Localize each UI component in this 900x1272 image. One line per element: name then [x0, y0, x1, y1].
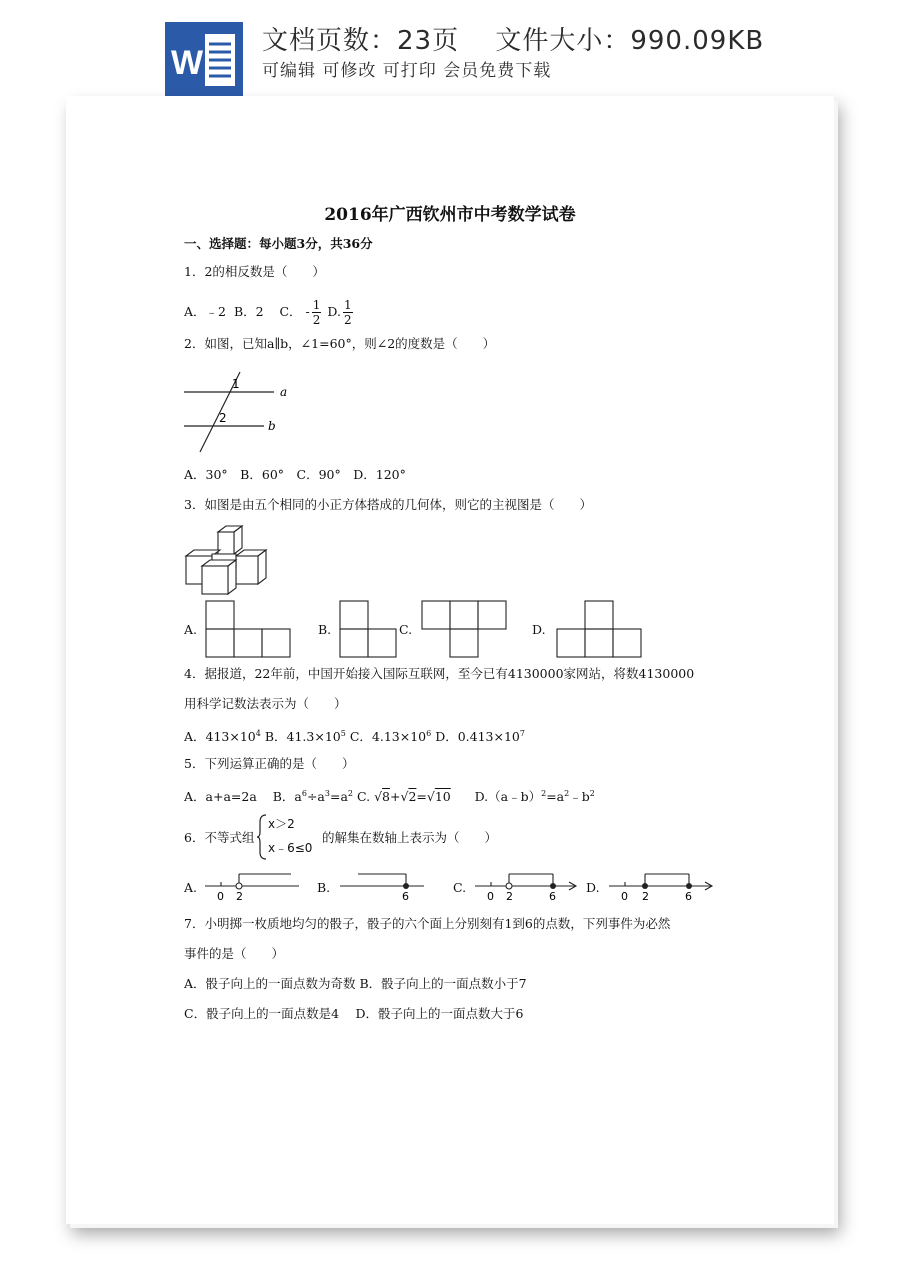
svg-text:a: a	[280, 385, 288, 399]
q1-option-d-fraction: $\frac{1}{2}$	[343, 298, 352, 327]
question-6-pre: 6．不等式组	[184, 830, 255, 845]
q6-option-b-numberline	[338, 872, 428, 904]
cube-stack-figure	[184, 526, 274, 596]
svg-text:6: 6	[402, 890, 409, 903]
document-page	[66, 96, 834, 1224]
file-info-text: 文档页数：23页 文件大小：990.09KB	[262, 26, 765, 56]
q3-option-a-label: A.	[184, 622, 198, 637]
question-1-options	[184, 295, 355, 329]
q3-option-b-label: B.	[318, 622, 332, 637]
svg-text:0: 0	[487, 890, 494, 903]
question-7-stem-line1: 7．小明掷一枚质地均匀的骰子，骰子的六个面上分别刻有1到6的点数，下列事件为必然	[184, 916, 671, 931]
question-7-options-row1: A．骰子向上的一面点数为奇数 B．骰子向上的一面点数小于7	[184, 976, 527, 991]
system-line2: x﹣6≤0	[268, 841, 313, 855]
question-4-stem-line2: 用科学记数法表示为（ ）	[184, 696, 347, 711]
question-7-stem-line2: 事件的是（ ）	[184, 946, 285, 961]
q6-option-c-label: C.	[453, 880, 467, 895]
svg-text:2: 2	[642, 890, 649, 903]
q6-option-d-numberline	[607, 872, 719, 904]
q6-option-d-label: D.	[586, 880, 600, 895]
question-2-stem: 2．如图，已知a∥b，∠1=60°，则∠2的度数是（ ）	[184, 336, 496, 351]
question-3-stem: 3．如图是由五个相同的小正方体搭成的几何体，则它的主视图是（ ）	[184, 497, 592, 512]
q1-option-c: C．	[279, 304, 302, 319]
svg-text:2: 2	[236, 890, 243, 903]
svg-text:W: W	[171, 44, 204, 82]
q3-option-d-label: D.	[532, 622, 546, 637]
question-4-stem-line1: 4．据报道，22年前，中国开始接入国际互联网，至今已有4130000家网站，将数4130000	[184, 666, 695, 681]
q6-option-a-numberline	[203, 872, 303, 904]
document-title: 2016年广西钦州市中考数学试卷	[324, 205, 576, 225]
question-5-stem: 5．下列运算正确的是（ ）	[184, 756, 355, 771]
system-brace	[256, 814, 268, 860]
svg-text:2: 2	[219, 411, 227, 425]
question-5-options: A．a+a=2a B．$a^6\div a^3=a^2$ C. √8+√2=√10 $D.(a﹣b)^2=a^2﹣b^2$	[184, 789, 595, 805]
file-features-text: 可编辑 可修改 可打印 会员免费下载	[262, 61, 552, 81]
question-4-options: A．$413\times 10^4$ B．$41.3\times 10^5$ C．$4.13\times 10^6$ D．$0.413\times 10^7$	[184, 729, 525, 745]
q3-option-c-figure	[421, 600, 509, 658]
q3-option-c-label: C.	[399, 622, 413, 637]
svg-text:0: 0	[217, 890, 224, 903]
question-6-post: 的解集在数轴上表示为（ ）	[322, 830, 498, 845]
q1-option-b: B．2	[233, 304, 264, 319]
word-document-icon	[165, 22, 243, 96]
q3-option-a-figure	[205, 600, 293, 658]
parallel-lines-figure	[182, 370, 292, 454]
q3-option-d-figure	[556, 600, 644, 658]
system-line1: x＞2	[268, 817, 295, 831]
svg-text:b: b	[268, 419, 276, 433]
q1-option-d: D.	[327, 304, 341, 319]
question-1-stem: 1．2的相反数是（ ）	[184, 264, 325, 279]
q6-option-a-label: A.	[184, 880, 198, 895]
download-banner	[0, 0, 900, 96]
svg-text:6: 6	[685, 890, 692, 903]
svg-text:1: 1	[232, 377, 240, 391]
q6-option-b-label: B.	[317, 880, 331, 895]
svg-text:0: 0	[621, 890, 628, 903]
question-7-options-row2: C．骰子向上的一面点数是4 D．骰子向上的一面点数大于6	[184, 1006, 524, 1021]
q1-option-c-sign: -	[305, 304, 310, 319]
svg-text:6: 6	[549, 890, 556, 903]
q3-option-b-figure	[339, 600, 399, 658]
question-2-options: A．30° B．60° C．90° D．120°	[184, 467, 406, 482]
q1-option-a: A．﹣2	[184, 304, 226, 319]
svg-text:2: 2	[506, 890, 513, 903]
q6-option-c-numberline	[473, 872, 583, 904]
q1-option-c-fraction: $\frac{1}{2}$	[312, 298, 321, 327]
section-heading: 一、选择题：每小题3分，共36分	[184, 236, 373, 251]
